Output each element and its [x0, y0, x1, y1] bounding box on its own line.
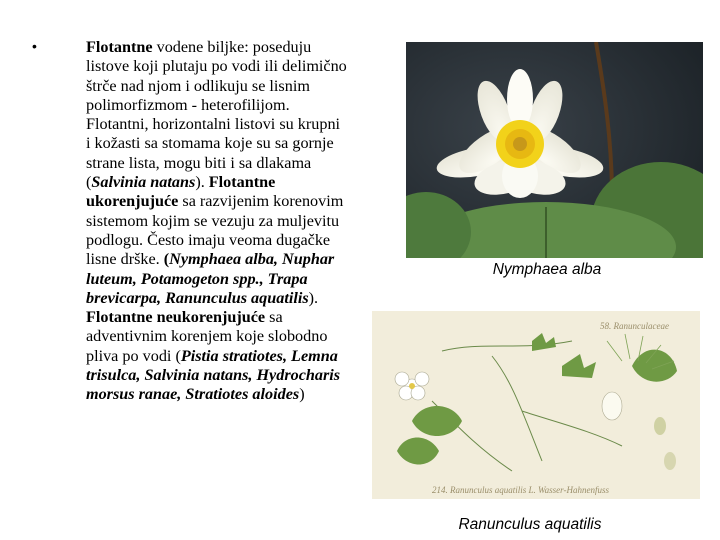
emphasized-text-run: Salvinia natans	[91, 173, 196, 192]
emphasized-text-run: Nymphaea alba, Nuphar luteum, Potamogeton spp., Trapa brevicarpa, Ranunculus aquatilis	[86, 250, 335, 307]
text-run: ).	[308, 288, 319, 307]
ranunculus-aquatilis-plate	[372, 311, 700, 499]
text-run: sa razvijenim korenovim sistemom kojim se vezuju za muljevitu podlogu. Često imaju veoma dugačke lisne drške.	[86, 192, 344, 269]
text-run: vodene biljke: poseduju listove koji plutaju po vodi ili delimično štrče nad njom i odlikuju se lisnim polimorfizmom - heterofilijom. Flotantni, horizontalni listovi su krupni i kožasti sa stomama koje su sa gornje strane lista, mogu biti i sa dlakama (	[86, 38, 347, 192]
text-run: )	[299, 385, 305, 404]
emphasized-text-run: Flotantne ukorenjujuće	[86, 173, 276, 211]
body-paragraph	[86, 38, 348, 405]
emphasized-text-run: Flotantne neukorenjujuće	[86, 308, 266, 327]
nymphaea-alba-photo	[406, 42, 703, 258]
plate-number-top: 58. Ranunculaceae	[600, 321, 669, 331]
text-run: ).	[195, 173, 209, 192]
plate-footer: 214. Ranunculus aquatilis L. Wasser-Hahnenfuss	[432, 485, 609, 495]
emphasized-text-run: Pistia stratiotes, Lemna trisulca, Salvinia natans, Hydrocharis morsus ranae, Stratiotes aloides	[86, 346, 341, 404]
bullet-marker: •	[32, 38, 37, 54]
text-run: sa adventivnim korenjem koje slobodno pliva po vodi (	[86, 308, 328, 365]
photo-caption: Nymphaea alba	[492, 261, 602, 278]
emphasized-text-run: Flotantne	[86, 38, 153, 56]
emphasized-text-run: (	[163, 250, 170, 269]
plate-caption: Ranunculus aquatilis	[458, 516, 602, 533]
